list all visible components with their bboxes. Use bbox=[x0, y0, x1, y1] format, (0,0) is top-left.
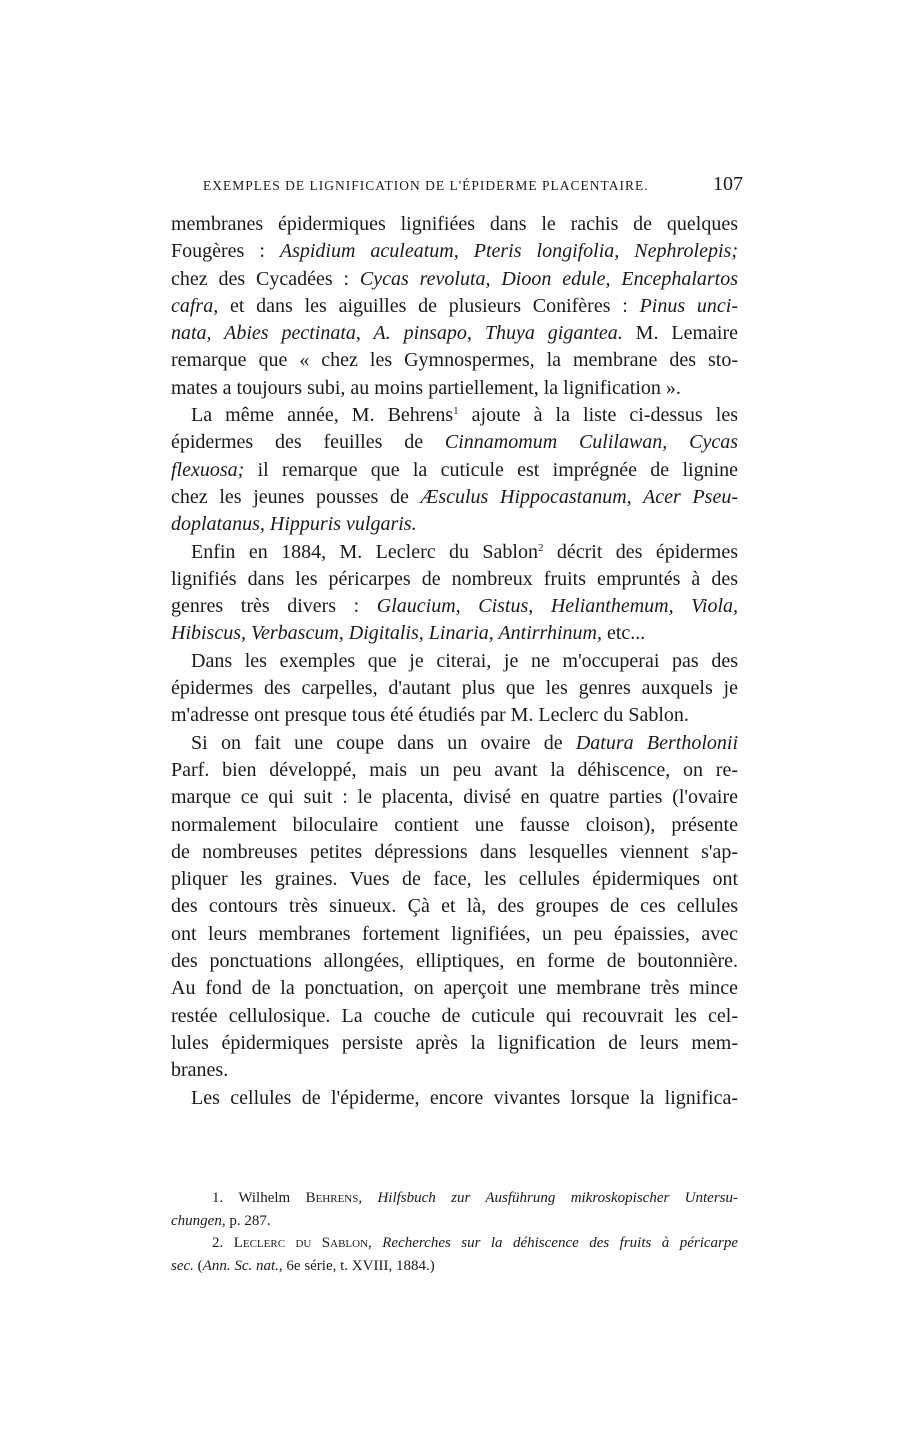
italic-span: Cycas revoluta, Dioon edule, Encephalartos bbox=[359, 267, 739, 290]
footnote-1-cont bbox=[171, 1210, 738, 1233]
italic-span: Glaucium, Cistus, Helianthemum, Viola, bbox=[376, 595, 739, 618]
text-span: de nombreuses petites dépressions dans lesquelles viennent s'ap- bbox=[171, 840, 738, 863]
text-span: pliquer les graines. Vues de face, les cellules épidermiques ont bbox=[171, 868, 738, 891]
text-line bbox=[171, 702, 738, 729]
running-header bbox=[203, 173, 743, 195]
italic-span: sec. bbox=[171, 1257, 194, 1274]
text-line bbox=[171, 347, 738, 374]
text-span: membranes épidermiques lignifiées dans le rachis de quelques bbox=[171, 213, 738, 235]
footnote-ref: 2 bbox=[537, 541, 544, 554]
text-line bbox=[171, 784, 738, 811]
text-line bbox=[171, 839, 738, 866]
footnote-2-cont bbox=[171, 1255, 738, 1278]
text-line bbox=[171, 1057, 738, 1084]
author-name: Behrens bbox=[305, 1190, 359, 1206]
text-span: 1. Wilhelm bbox=[212, 1190, 306, 1206]
footnote-ref: 1 bbox=[453, 405, 459, 418]
text-line bbox=[171, 812, 738, 839]
text-line bbox=[171, 593, 738, 620]
text-span: branes. bbox=[171, 1059, 229, 1082]
text-line bbox=[171, 648, 738, 675]
text-line bbox=[171, 975, 738, 1002]
text-span: normalement biloculaire contient une fausse cloison), présente bbox=[171, 813, 738, 836]
italic-span: Hilfsbuch zur Ausführung mikroskopischer Untersu- bbox=[377, 1190, 738, 1206]
text-line bbox=[171, 866, 738, 893]
text-line bbox=[171, 484, 738, 511]
text-line bbox=[171, 266, 738, 293]
text-span: , 6e série, t. XVIII, 1884.) bbox=[278, 1257, 435, 1274]
text-line bbox=[171, 948, 738, 975]
italic-span: chungen, bbox=[171, 1212, 226, 1229]
text-line bbox=[171, 1085, 738, 1112]
text-line bbox=[171, 511, 738, 538]
italic-span: Recherches sur la déhiscence des fruits à péricarpe bbox=[382, 1235, 739, 1251]
text-line bbox=[171, 211, 738, 238]
text-span: M. Lemaire bbox=[622, 322, 738, 345]
text-span: , bbox=[358, 1190, 378, 1206]
text-line bbox=[171, 730, 738, 757]
text-line bbox=[171, 675, 738, 702]
text-span: chez des Cycadées : bbox=[171, 267, 360, 290]
text-span: chez les jeunes pousses de bbox=[171, 485, 421, 508]
text-span: ont leurs membranes fortement lignifiées, un peu épaissies, avec bbox=[171, 922, 738, 945]
text-line bbox=[171, 429, 738, 456]
italic-span: Datura Bertholonii bbox=[575, 731, 739, 754]
footnote-1 bbox=[171, 1187, 738, 1210]
text-span: lules épidermiques persiste après la lignification de leurs mem- bbox=[171, 1031, 738, 1054]
text-line bbox=[171, 402, 738, 429]
page-number: 107 bbox=[713, 173, 743, 195]
text-span: décrit des épidermes bbox=[543, 540, 739, 563]
text-line bbox=[171, 1003, 738, 1030]
text-line bbox=[171, 1030, 738, 1057]
footnotes bbox=[171, 1187, 738, 1277]
text-span: Enfin en 1884, M. Leclerc du Sablon bbox=[191, 540, 538, 563]
italic-span: nata, Abies pectinata, A. pinsapo, Thuya gigantea. bbox=[171, 322, 623, 345]
text-line bbox=[171, 238, 738, 265]
text-span: p. 287. bbox=[225, 1212, 271, 1229]
text-line bbox=[171, 757, 738, 784]
text-span: des contours très sinueux. Çà et là, des groupes de ces cellules bbox=[171, 895, 738, 918]
text-span: Parf. bien développé, mais un peu avant la déhiscence, on re- bbox=[171, 758, 738, 781]
text-span: Dans les exemples que je citerai, je ne m'occuperai pas des bbox=[191, 649, 738, 672]
italic-span: Pinus unci- bbox=[639, 294, 738, 317]
text-line bbox=[171, 620, 738, 647]
text-span: des ponctuations allongées, elliptiques, en forme de boutonnière. bbox=[171, 950, 738, 973]
text-span: et dans les aiguilles de plusieurs Conifères : bbox=[218, 294, 640, 317]
italic-span: cafra, bbox=[171, 294, 219, 317]
footnote-2 bbox=[171, 1232, 738, 1255]
text-span: Fougères : bbox=[171, 240, 280, 263]
italic-span: Aspidium aculeatum, Pteris longifolia, Nephrolepis; bbox=[279, 240, 738, 263]
text-line bbox=[171, 320, 738, 347]
text-span: Au fond de la ponctuation, on aperçoit une membrane très mince bbox=[171, 977, 738, 1000]
text-span: ( bbox=[193, 1257, 203, 1274]
text-span: mates a toujours subi, au moins partiellement, la lignification ». bbox=[171, 376, 681, 399]
text-span: 2. bbox=[212, 1235, 234, 1251]
italic-span: Ann. Sc. nat. bbox=[202, 1257, 279, 1274]
text-span: La même année, M. Behrens bbox=[191, 404, 454, 427]
text-line bbox=[171, 921, 738, 948]
text-span: restée cellulosique. La couche de cuticule qui recouvrait les cel- bbox=[171, 1004, 738, 1027]
text-span: lignifiés dans les péricarpes de nombreux fruits empruntés à des bbox=[171, 567, 738, 590]
text-span: remarque que « chez les Gymnospermes, la membrane des sto- bbox=[171, 349, 738, 372]
italic-span: flexuosa; bbox=[171, 458, 245, 481]
text-span: marque ce qui suit : le placenta, divisé en quatre parties (l'ovaire bbox=[171, 786, 738, 809]
text-line bbox=[171, 293, 738, 320]
running-title: EXEMPLES DE LIGNIFICATION DE L'ÉPIDERME PLACENTAIRE. bbox=[203, 178, 649, 193]
text-span: il remarque que la cuticule est imprégnée de lignine bbox=[244, 458, 738, 481]
text-span: ajoute à la liste ci-dessus les bbox=[458, 404, 738, 427]
text-span: Si on fait une coupe dans un ovaire de bbox=[191, 731, 576, 754]
italic-span: Hibiscus, Verbascum, Digitalis, Linaria, Antirrhinum, bbox=[171, 622, 602, 645]
text-line bbox=[171, 457, 738, 484]
text-span: m'adresse ont presque tous été étudiés par M. Leclerc du Sablon. bbox=[171, 704, 689, 727]
text-line bbox=[171, 375, 738, 402]
author-name: Leclerc du Sablon bbox=[233, 1235, 369, 1251]
text-line bbox=[171, 539, 738, 566]
body-text bbox=[171, 211, 738, 1112]
italic-span: Æsculus Hippocastanum, Acer Pseu- bbox=[420, 485, 738, 508]
text-span: , bbox=[368, 1235, 383, 1251]
text-span: épidermes des feuilles de bbox=[171, 431, 445, 454]
text-line bbox=[171, 893, 738, 920]
text-line bbox=[171, 566, 738, 593]
text-span: épidermes des carpelles, d'autant plus que les genres auxquels je bbox=[171, 677, 738, 700]
text-span: Les cellules de l'épiderme, encore vivantes lorsque la lignifica- bbox=[191, 1086, 738, 1109]
text-span: genres très divers : bbox=[171, 595, 377, 618]
italic-span: Cinnamomum Culilawan, Cycas bbox=[444, 431, 739, 454]
text-span: etc... bbox=[601, 622, 646, 645]
italic-span: doplatanus, Hippuris vulgaris. bbox=[171, 513, 417, 536]
